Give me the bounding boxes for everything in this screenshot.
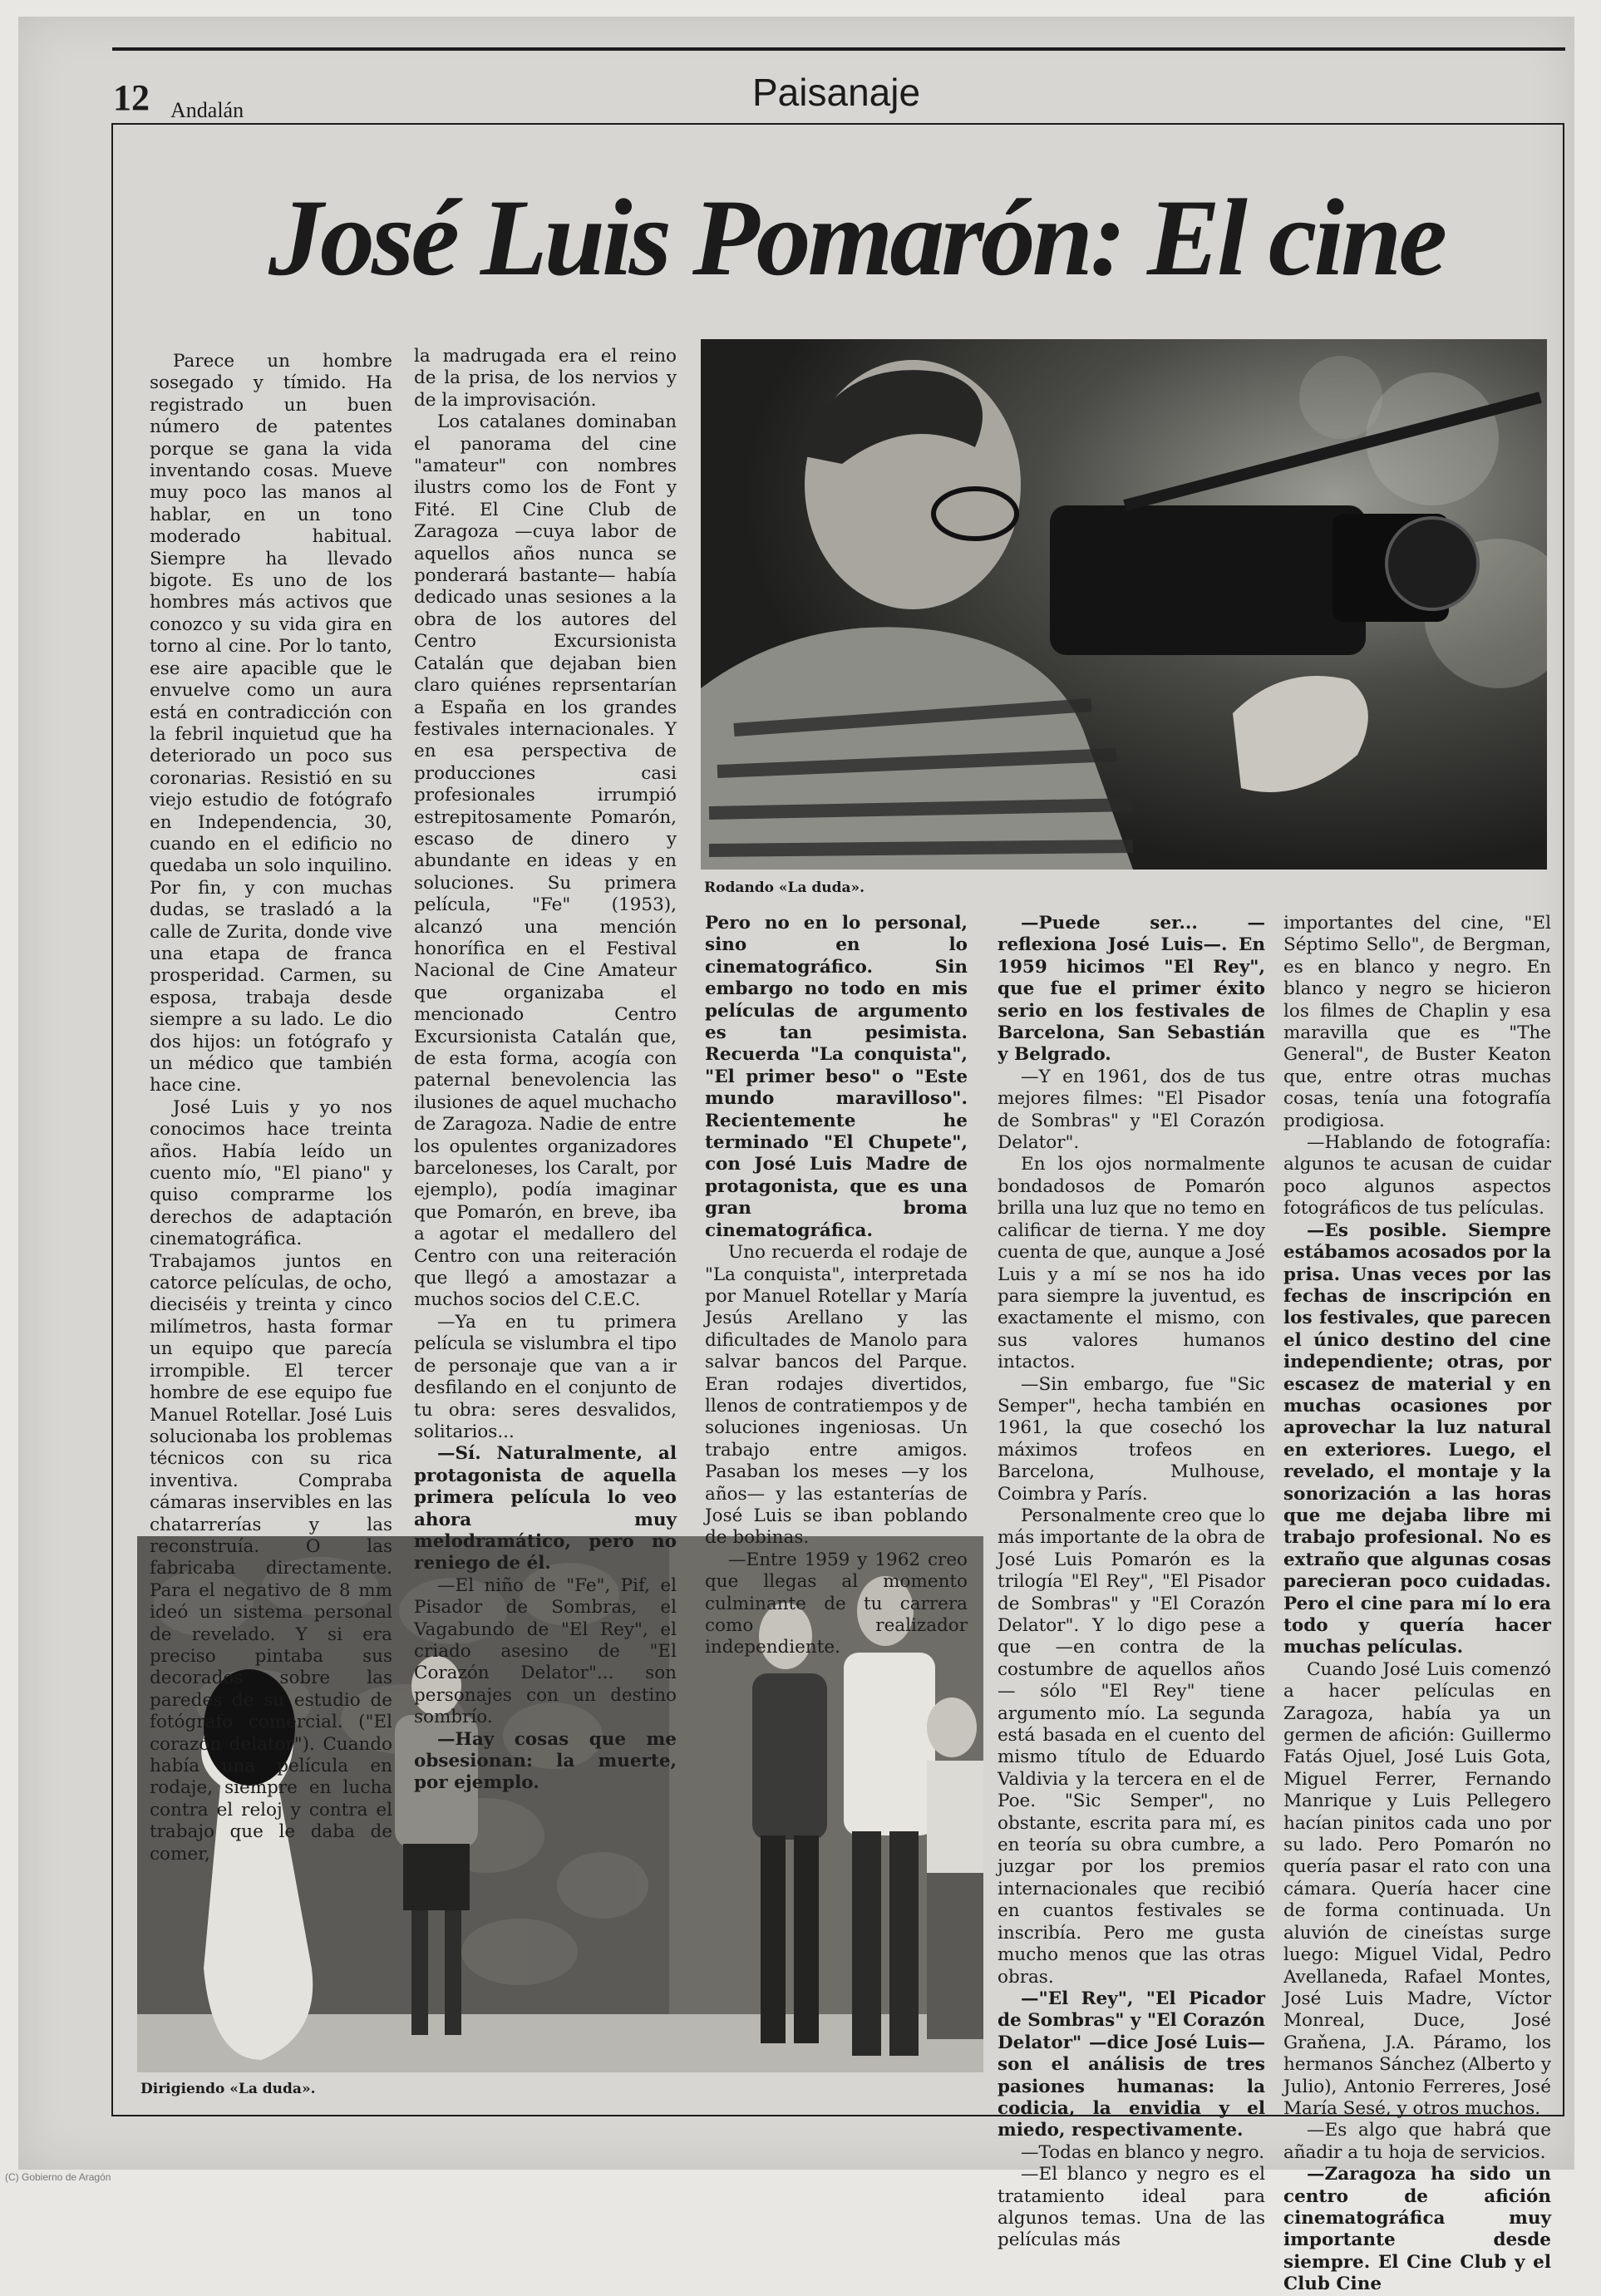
paragraph: Los catalanes dominaban el panorama del cine "amateur" con nombres ilustrs como los de Font y Fité. El Cine Club de Zaragoza —cuya labor de aquellos años nunca se ponderará bastante— había dedicado unas sesiones a la obra de los autores del Centro Excursionista Catalán que dejaban bien claro quiénes reprsentarían a España en los grandes festivales internacionales. Y en esa perspectiva de producciones casi profesionales irrumpió estrepitosamente Pomarón, escaso de dinero y abundante en ideas y en soluciones. Su primera película, "Fe" (1953), alcanzó una mención honorífica en el Festival Nacional de Cine Amateur que organizaba el mencionado Centro Excursionista Catalán que, de esta forma, acogía con paternal benevolencia las ilusiones de aquel muchacho de Zaragoza. Nadie de entre los opulentes organizadores barceloneses, los Caralt, por ejemplo), podía imaginar que Pomarón, en breve, iba a agotar el medallero del Centro con una reiteración que llegó a amostazar a muchos socios del C.E.C. <box>414 411 677 1311</box>
paragraph: José Luis y yo nos conocimos hace treinta años. Había leído un cuento mío, "El piano" y quiso comprarme los derechos de adaptación cinematográfica. Trabajamos juntos en catorce películas, de ocho, dieciséis y treinta y cinco milímetros, hasta formar un equipo que parecía irrompible. El tercer hombre de ese equipo fue Manuel Rotellar. José Luis solucionaba los problemas técnicos con su rica inventiva. Compraba cámaras inservibles en las chatarrerías y las reconstruía. O las fabricaba directamente. Para el negativo de 8 mm ideó un sistema personal de revelado. Y si era preciso pintaba sus decorados sobre las paredes de su estudio de fotógrafo comercial. ("El corazón delator"). Cuando había una película en rodaje, siempre en lucha contra el reloj y contra el trabajo que le daba de comer, <box>150 1096 392 1865</box>
text-column-2 <box>414 346 677 1795</box>
photo-filming <box>701 339 1547 870</box>
paragraph: importantes del cine, "El Séptimo Sello", de Bergman, es en blanco y negro. En blanco y negro se hicieron los filmes de Chaplin y esa maravilla que es "The General", de Buster Keaton que, entre otras muchas cosas, tenía una fotografía prodigiosa. <box>1283 913 1551 1131</box>
paragraph: Pero no en lo personal, sino en lo cinematográfico. Sin embargo no todo en mis películas de argumento es tan pesimista. Recuerda "La conquista", "El primer beso" o "Este mundo maravilloso". Recientemente he terminado "El Chupete", con José Luis Madre de protagonista, que es una gran broma cinematográfica. <box>705 913 968 1241</box>
caption-photo-filming: Rodando «La duda». <box>704 879 865 896</box>
text-column-5 <box>1283 913 1551 2296</box>
paragraph: —Ya en tu primera película se vislumbra el tipo de personaje que van a ir desfilando en el conjunto de tu obra: seres desvalidos, solitarios... <box>414 1311 677 1442</box>
paragraph: —Zaragoza ha sido un centro de afición cinematográfica muy importante desde siempre. El Cine Club y el Club Cine <box>1283 2164 1551 2295</box>
paragraph: —Todas en blanco y negro. <box>1021 2141 1265 2163</box>
paragraph: —El blanco y negro es el tratamiento ideal para algunos temas. Una de las películas más <box>998 2164 1265 2251</box>
caption-photo-directing: Dirigiendo «La duda». <box>140 2081 316 2097</box>
photo-filming-illustration <box>701 339 1547 870</box>
paragraph: Uno recuerda el rodaje de "La conquista", interpretada por Manuel Rotellar y María Jesús Arellano y las dificultades de Manolo para salvar bancos del Parque. Eran rodajes divertidos, llenos de contratiempos y de soluciones ingeniosas. Un trabajo entre amigos. Pasaban los meses —y los años— y las estanterías de José Luis se iban poblando de bobinas. <box>705 1242 968 1549</box>
top-rule <box>112 47 1565 51</box>
paragraph: En los ojos normalmente bondadosos de Pomarón brilla una luz que no temo en calificar de tierna. Y me doy cuenta de que, aunque a José Luis y a mí se nos ha ido para siempre la juventud, es exactamente el mismo, con sus valores humanos intactos. <box>998 1154 1265 1373</box>
paragraph: Personalmente creo que lo más importante de la obra de José Luis Pomarón es la trilogía "El Rey", "El Pisador de Sombras" y "El Corazón Delator". Y lo digo pese a que —en contra de la costumbre de aquellos años— sólo "El Rey" tiene argumento mío. La segunda está basada en el cuento del mismo título de Eduardo Valdivia y la tercera en el de Poe. "Sic Semper", no obstante, escrita para mí, es en teoría su obra cumbre, a juzgar por los premios internacionales que recibió en cuantos festivales se inscribía. Pero me gusta mucho menos que las otras obras. <box>998 1505 1265 1988</box>
text-column-1 <box>150 351 392 1865</box>
paragraph: —Y en 1961, dos de tus mejores filmes: "El Pisador de Sombras" y "El Corazón Delator". <box>998 1066 1265 1154</box>
paragraph: —Puede ser... —reflexiona José Luis—. En 1959 hicimos "El Rey", que fue el primer éxito serio en los festivales de Barcelona, San Sebastián y Belgrado. <box>998 913 1265 1066</box>
paragraph: —Es posible. Siempre estábamos acosados por la prisa. Unas veces por las fechas de inscripción en los festivales, que parecen el único destino del cine independiente; otras, por escasez de material y en muchas ocasiones por aprovechar la luz natural en exteriores. Luego, el revelado, el montaje y la sonorización a las horas que me dejaba libre mi trabajo profesional. No es extraño que algunas cosas parecieran poco cuidadas. Pero el cine para mí lo era todo y quería hacer muchas películas. <box>1283 1219 1551 1658</box>
paragraph: —El niño de "Fe", Pif, el Pisador de Sombras, el Vagabundo de "El Rey", el criado asesino de "El Corazón Delator"... son personajes con un destino sombrío. <box>414 1574 677 1728</box>
copyright-notice: (C) Gobierno de Aragón <box>5 2171 111 2183</box>
paragraph: la madrugada era el reino de la prisa, de los nervios y de la improvisación. <box>414 346 677 411</box>
paragraph: Parece un hombre sosegado y tímido. Ha registrado un buen número de patentes porque se gana la vida inventando cosas. Mueve muy poco las manos al hablar, en un tono moderado habitual. Siempre ha llevado bigote. Es uno de los hombres más activos que conozco y su vida gira en torno al cine. Por lo tanto, ese aire apacible que le envuelve como un aura está en contradicción con la febril inquietud que ha deteriorado un poco sus coronarias. Resistió en su viejo estudio de fotógrafo en Independencia, 30, cuando en el edificio no quedaba un solo inquilino. Por fin, y con muchas dudas, se trasladó a la calle de Zurita, donde vive una etapa de franca prosperidad. Carmen, su esposa, trabaja desde siempre a su lado. Le dio dos hijos: un fotógrafo y un médico que también hace cine. <box>150 351 392 1096</box>
paragraph: —Sin embargo, fue "Sic Semper", hecha también en 1961, la que cosechó los máximos trofeos en Barcelona, Mulhouse, Coimbra y París. <box>998 1373 1265 1505</box>
paragraph: —Hablando de fotografía: algunos te acusan de cuidar poco algunos aspectos fotográficos de tus películas. <box>1283 1132 1551 1219</box>
headline: José Luis Pomarón: El cine <box>268 176 1445 298</box>
publication-name: Andalán <box>170 98 244 122</box>
text-column-4 <box>998 913 1265 2252</box>
paragraph: —Entre 1959 y 1962 creo que llegas al momento culminante de tu carrera como realizador independiente. <box>705 1549 968 1658</box>
text-column-3 <box>705 913 968 1659</box>
paragraph: Cuando José Luis comenzó a hacer películas en Zaragoza, había ya un germen de afición: Guillermo Fatás Ojuel, José Luis Gota, Miguel Ferrer, Fernando Manrique y Luis Pellegero hacían pinitos cada uno por su lado. Pero Pomarón no quería pasar el rato con una cámara. Quería hacer cine de forma continuada. Un aluvión de cineístas surge luego: Miguel Vidal, Pedro Avellaneda, Rafael Montes, José Luis Madre, Víctor Monreal, Duce, José Graňena, J.A. Páramo, los hermanos Sánchez (Alberto y Julio), Antonio Ferreres, José María Sesé, y otros muchos. <box>1283 1658 1551 2119</box>
paragraph: —Hay cosas que me obsesionan: la muerte, por ejemplo. <box>414 1728 677 1794</box>
section-title: Paisanaje <box>752 71 921 114</box>
paragraph: —Sí. Naturalmente, al protagonista de aquella primera película lo veo ahora muy melodramático, pero no reniego de él. <box>414 1443 677 1574</box>
paragraph: —"El Rey", "El Picador de Sombras" y "El Corazón Delator" —dice José Luis— son el análisis de tres pasiones humanas: la codicia, la envidia y el miedo, respectivamente. <box>998 1988 1266 2141</box>
paragraph: —Es algo que habrá que añadir a tu hoja de servicios. <box>1283 2120 1551 2163</box>
page-number: 12 <box>113 77 150 118</box>
